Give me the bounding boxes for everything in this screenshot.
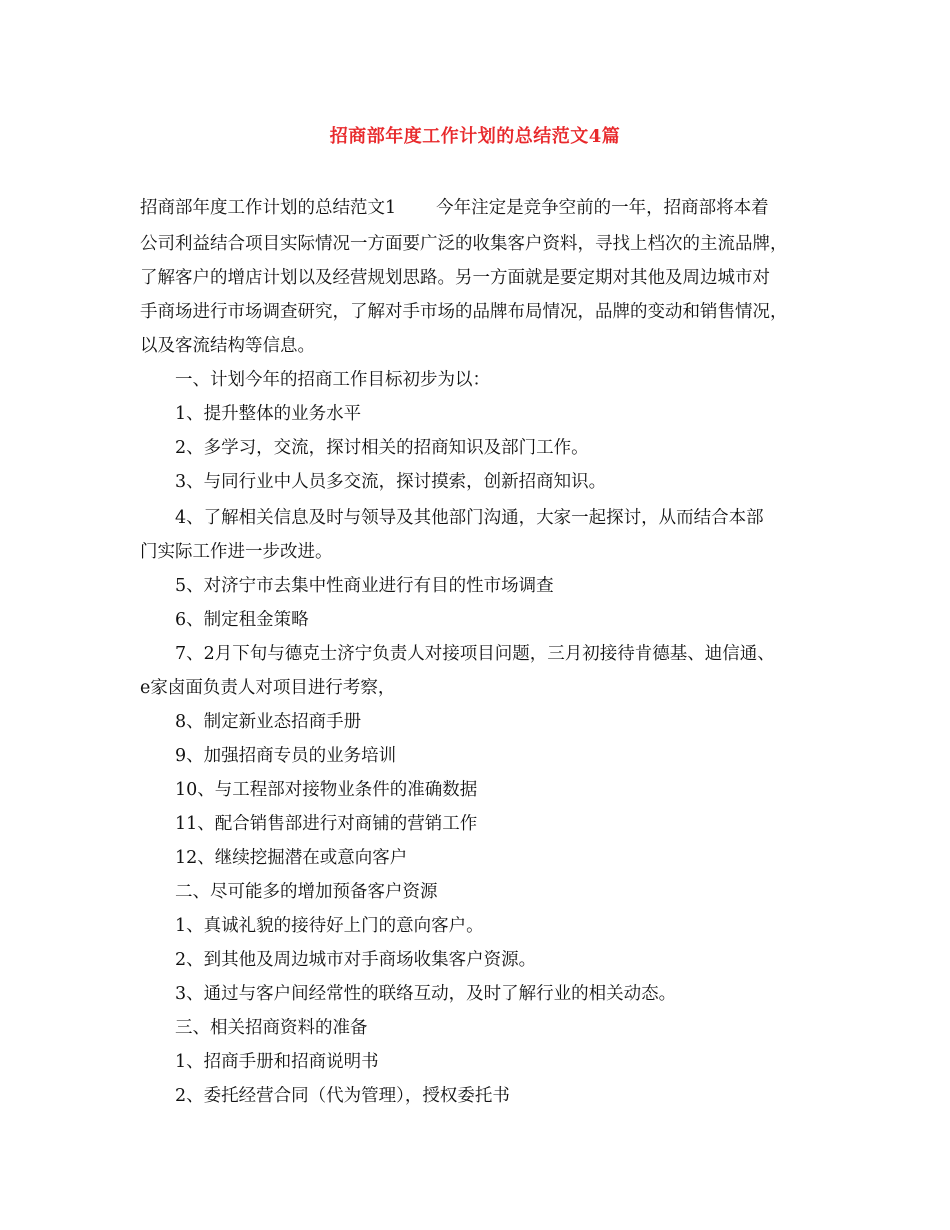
intro-line-2: 公司利益结合项目实际情况一方面要广泛的收集客户资料，寻找上档次的主流品牌，: [140, 234, 788, 254]
list-item: 3、与同行业中人员多交流，探讨摸索，创新招商知识。: [175, 472, 607, 492]
document-title: 招商部年度工作计划的总结范文4篇: [329, 126, 621, 147]
intro-line-3: 了解客户的增店计划以及经营规划思路。另一方面就是要定期对其他及周边城市对: [140, 268, 770, 288]
section-heading-2: 二、尽可能多的增加预备客户资源: [175, 882, 438, 902]
paragraph-text: 今年注定是竞争空前的一年，招商部将本着: [436, 198, 769, 218]
list-item: 10、与工程部对接物业条件的准确数据: [175, 780, 478, 800]
list-item: 8、制定新业态招商手册: [175, 712, 362, 732]
list-item: 12、继续挖掘潜在或意向客户: [175, 848, 408, 868]
list-item: 1、招商手册和招商说明书: [175, 1052, 379, 1072]
list-item: 9、加强招商专员的业务培训: [175, 746, 397, 766]
section-heading-1: 一、计划今年的招商工作目标初步为以：: [175, 370, 490, 390]
list-item: 11、配合销售部进行对商铺的营销工作: [175, 814, 478, 834]
list-item-continuation: 门实际工作进一步改进。: [140, 542, 333, 562]
list-item: 2、多学习，交流，探讨相关的招商知识及部门工作。: [175, 438, 589, 458]
list-item: 5、对济宁市去集中性商业进行有目的性市场调查: [175, 576, 554, 596]
list-item: 7、2月下旬与德克士济宁负责人对接项目问题，三月初接待肯德基、迪信通、: [175, 644, 775, 664]
intro-line-5: 以及客流结构等信息。: [140, 336, 315, 356]
section-heading-3: 三、相关招商资料的准备: [175, 1018, 368, 1038]
list-item: 2、委托经营合同（代为管理），授权委托书: [175, 1086, 510, 1106]
list-item: 3、通过与客户间经常性的联络互动，及时了解行业的相关动态。: [175, 984, 677, 1004]
list-item: 1、提升整体的业务水平: [175, 404, 362, 424]
intro-line-1: [140, 196, 769, 220]
intro-line-4: 手商场进行市场调查研究，了解对手市场的品牌布局情况，品牌的变动和销售情况，: [140, 302, 788, 322]
section-heading: 招商部年度工作计划的总结范文1: [140, 198, 397, 218]
list-item: 1、真诚礼貌的接待好上门的意向客户。: [175, 916, 484, 936]
list-item: 2、到其他及周边城市对手商场收集客户资源。: [175, 950, 537, 970]
list-item: 6、制定租金策略: [175, 610, 309, 630]
list-item-continuation: e家卤面负责人对项目进行考察，: [140, 678, 396, 698]
list-item: 4、了解相关信息及时与领导及其他部门沟通，大家一起探讨，从而结合本部: [175, 508, 764, 528]
